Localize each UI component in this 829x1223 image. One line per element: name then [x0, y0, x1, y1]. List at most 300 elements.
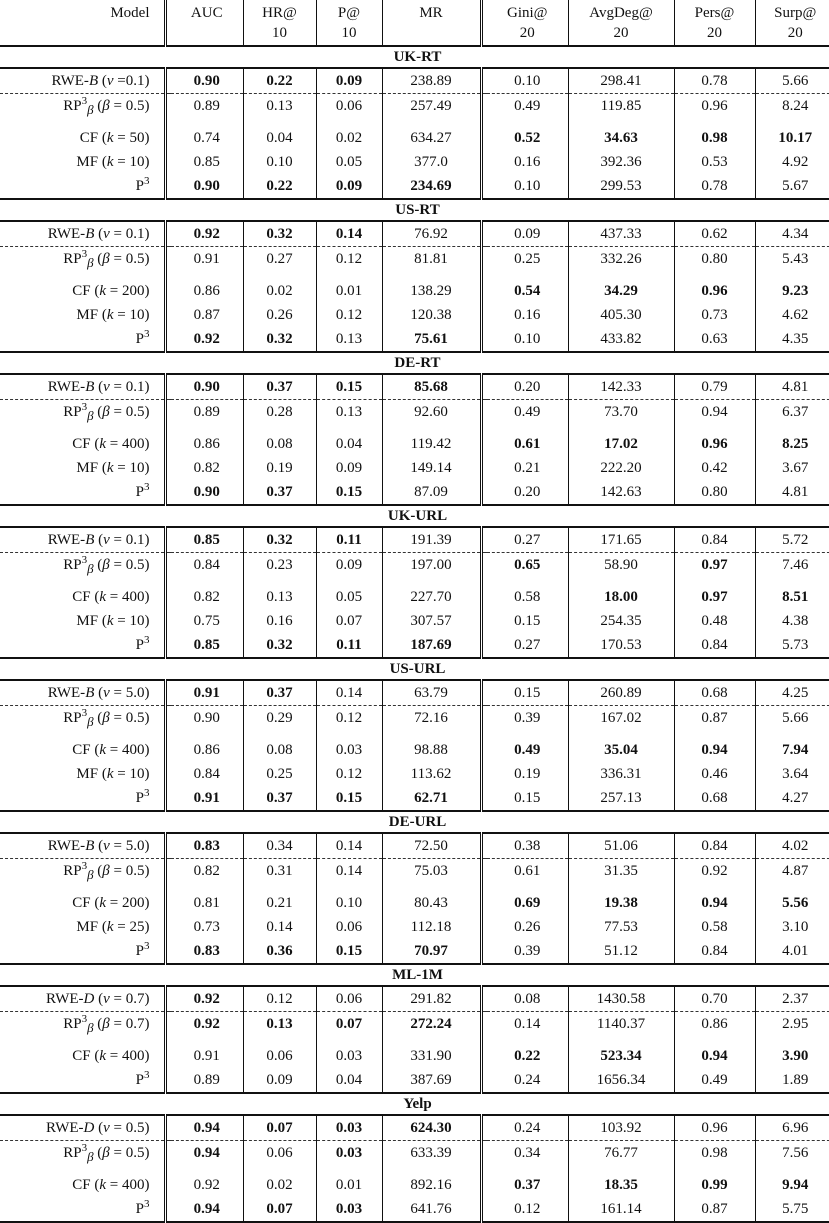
cell-mr: 92.60 [382, 400, 481, 433]
cell-surp20: 4.81 [755, 374, 829, 400]
model-name: MF (k = 25) [76, 919, 150, 935]
cell-surp20: 10.17 [755, 126, 829, 150]
model-name: $RP^3_\beta$ (β = 0.5) [63, 554, 150, 576]
cell-hr10: 0.12 [243, 986, 316, 1012]
cell-hr10: 0.37 [243, 480, 316, 505]
cell-p10: 0.09 [316, 456, 382, 480]
cell-pers20: 0.87 [674, 706, 755, 739]
cell-mr: 72.50 [382, 833, 481, 859]
cell-p10: 0.10 [316, 891, 382, 915]
cell-avgdeg20: 167.02 [568, 706, 674, 739]
cell-mr: 87.09 [382, 480, 481, 505]
cell-hr10: 0.21 [243, 891, 316, 915]
cell-avgdeg20: 34.29 [568, 279, 674, 303]
cell-avgdeg20: 77.53 [568, 915, 674, 939]
table-row [0, 633, 829, 658]
header-gini [487, 0, 568, 46]
cell-avgdeg20: 1656.34 [568, 1068, 674, 1093]
cell-avgdeg20: 58.90 [568, 553, 674, 586]
cell-auc: 0.90 [171, 374, 243, 400]
cell-auc: 0.90 [171, 68, 243, 94]
cell-pers20: 0.94 [674, 1044, 755, 1068]
cell-hr10: 0.13 [243, 1012, 316, 1045]
cell-gini20: 0.61 [514, 436, 541, 452]
cell-hr10: 0.32 [243, 327, 316, 352]
cell-mr: 191.39 [382, 527, 481, 553]
section-title: Yelp [0, 1093, 829, 1115]
table-row [0, 374, 829, 400]
cell-gini20: 0.49 [514, 404, 541, 420]
cell-hr10: 0.34 [243, 833, 316, 859]
cell-hr10: 0.25 [243, 762, 316, 786]
cell-surp20: 1.89 [755, 1068, 829, 1093]
cell-mr: 377.0 [382, 150, 481, 174]
cell-p10: 0.01 [316, 279, 382, 303]
table-body [0, 46, 829, 1222]
cell-hr10: 0.29 [243, 706, 316, 739]
cell-p10: 0.09 [316, 553, 382, 586]
cell-gini20: 0.49 [514, 742, 541, 758]
cell-mr: 63.79 [382, 680, 481, 706]
cell-p10: 0.15 [316, 786, 382, 811]
cell-mr: 81.81 [382, 247, 481, 280]
cell-auc: 0.91 [193, 790, 220, 806]
cell-hr10: 0.37 [243, 786, 316, 811]
cell-hr10: 0.07 [243, 1115, 316, 1141]
cell-avgdeg20: 405.30 [568, 303, 674, 327]
cell-pers20: 0.84 [674, 939, 755, 964]
cell-mr: 62.71 [382, 786, 481, 811]
cell-surp20: 6.96 [755, 1115, 829, 1141]
cell-pers20: 0.62 [674, 221, 755, 247]
model-name: $P^3$ [135, 481, 150, 500]
cell-surp20: 4.01 [755, 939, 829, 964]
section-title: DE-URL [0, 811, 829, 833]
cell-surp20: 7.56 [755, 1141, 829, 1174]
cell-hr10: 0.22 [243, 174, 316, 199]
table-row [0, 94, 829, 127]
cell-avgdeg20: 18.35 [568, 1173, 674, 1197]
cell-surp20: 4.35 [755, 327, 829, 352]
cell-gini20: 0.15 [487, 680, 568, 706]
cell-surp20: 2.37 [755, 986, 829, 1012]
cell-hr10: 0.13 [243, 585, 316, 609]
cell-hr10: 0.19 [243, 456, 316, 480]
header-pers-line2: 20 [707, 25, 722, 41]
cell-auc: 0.90 [193, 178, 220, 194]
section-header-row [0, 505, 829, 527]
cell-pers20: 0.97 [674, 553, 755, 586]
cell-avgdeg20: 103.92 [568, 1115, 674, 1141]
cell-hr10: 0.08 [243, 432, 316, 456]
cell-surp20: 5.66 [755, 68, 829, 94]
cell-avgdeg20: 254.35 [568, 609, 674, 633]
table-row [0, 680, 829, 706]
cell-surp20: 4.38 [755, 609, 829, 633]
header-surp [755, 0, 829, 46]
cell-mr: 187.69 [382, 633, 481, 658]
header-surp-line2: 20 [787, 25, 803, 41]
cell-auc: 0.92 [193, 1016, 220, 1032]
cell-pers20: 0.84 [674, 633, 755, 658]
cell-surp20: 4.81 [755, 480, 829, 505]
cell-hr10: 0.04 [243, 126, 316, 150]
cell-p10: 0.12 [316, 247, 382, 280]
cell-auc: 0.85 [171, 527, 243, 553]
header-gini-line2: 20 [519, 25, 535, 41]
cell-auc: 0.73 [193, 919, 220, 935]
table-row [0, 327, 829, 352]
cell-mr: 227.70 [382, 585, 481, 609]
cell-p10: 0.03 [316, 1044, 382, 1068]
cell-auc: 0.84 [193, 766, 220, 782]
cell-pers20: 0.49 [674, 1068, 755, 1093]
cell-avgdeg20: 119.85 [568, 94, 674, 127]
model-name: CF (k = 50) [79, 130, 150, 146]
cell-p10: 0.13 [316, 400, 382, 433]
cell-avgdeg20: 1430.58 [568, 986, 674, 1012]
cell-p10: 0.07 [316, 1012, 382, 1045]
cell-gini20: 0.15 [514, 613, 541, 629]
cell-auc: 0.86 [193, 742, 220, 758]
cell-mr: 307.57 [382, 609, 481, 633]
cell-p10: 0.03 [316, 738, 382, 762]
cell-avgdeg20: 161.14 [568, 1197, 674, 1222]
model-name: RWE-B (ν = 0.1) [0, 221, 165, 247]
model-name: $RP^3_\beta$ (β = 0.5) [63, 860, 150, 882]
table-row [0, 221, 829, 247]
section-header-row [0, 1093, 829, 1115]
cell-hr10: 0.02 [243, 279, 316, 303]
cell-auc: 0.86 [193, 436, 220, 452]
cell-pers20: 0.79 [674, 374, 755, 400]
cell-auc: 0.82 [193, 863, 220, 879]
cell-hr10: 0.07 [243, 1197, 316, 1222]
cell-surp20: 4.25 [755, 680, 829, 706]
cell-hr10: 0.16 [243, 609, 316, 633]
cell-pers20: 0.94 [674, 400, 755, 433]
cell-p10: 0.02 [316, 126, 382, 150]
section-header-row [0, 658, 829, 680]
cell-mr: 272.24 [382, 1012, 481, 1045]
table-row [0, 986, 829, 1012]
cell-p10: 0.12 [316, 762, 382, 786]
model-name: RWE-B (ν = 5.0) [0, 833, 165, 859]
section-header-row [0, 964, 829, 986]
cell-auc: 0.94 [171, 1115, 243, 1141]
model-name: $P^3$ [135, 1069, 150, 1088]
cell-pers20: 0.68 [674, 680, 755, 706]
cell-auc: 0.89 [193, 98, 220, 114]
section-title: DE-RT [0, 352, 829, 374]
cell-gini20: 0.58 [514, 589, 541, 605]
cell-mr: 75.03 [382, 859, 481, 892]
cell-avgdeg20: 19.38 [568, 891, 674, 915]
cell-hr10: 0.32 [243, 527, 316, 553]
cell-surp20: 5.67 [755, 174, 829, 199]
cell-hr10: 0.06 [243, 1141, 316, 1174]
cell-hr10: 0.08 [243, 738, 316, 762]
header-gini-line1: Gini@ [507, 5, 548, 21]
cell-avgdeg20: 222.20 [568, 456, 674, 480]
model-name: CF (k = 400) [72, 589, 150, 605]
cell-auc: 0.86 [193, 283, 220, 299]
cell-surp20: 7.94 [755, 738, 829, 762]
model-name: CF (k = 400) [72, 1177, 150, 1193]
header-surp-line1: Surp@ [774, 5, 817, 21]
cell-mr: 76.92 [382, 221, 481, 247]
header-hr-line2: 10 [272, 25, 287, 41]
table-row [0, 527, 829, 553]
cell-gini20: 0.14 [514, 1016, 541, 1032]
cell-pers20: 0.96 [674, 1115, 755, 1141]
cell-pers20: 0.42 [674, 456, 755, 480]
cell-avgdeg20: 171.65 [568, 527, 674, 553]
cell-avgdeg20: 18.00 [568, 585, 674, 609]
cell-mr: 75.61 [382, 327, 481, 352]
cell-gini20: 0.26 [514, 919, 541, 935]
cell-hr10: 0.37 [243, 374, 316, 400]
model-name: RWE-B (ν =0.1) [0, 68, 165, 94]
cell-auc: 0.85 [193, 637, 220, 653]
cell-p10: 0.14 [316, 680, 382, 706]
model-name: MF (k = 10) [76, 154, 150, 170]
cell-p10: 0.07 [316, 609, 382, 633]
cell-gini20: 0.22 [514, 1048, 541, 1064]
cell-surp20: 4.02 [755, 833, 829, 859]
cell-pers20: 0.46 [674, 762, 755, 786]
model-name: $RP^3_\beta$ (β = 0.5) [63, 95, 150, 117]
model-name: $P^3$ [135, 634, 150, 653]
model-name: CF (k = 400) [72, 436, 150, 452]
cell-surp20: 9.94 [755, 1173, 829, 1197]
cell-mr: 120.38 [382, 303, 481, 327]
table-row [0, 786, 829, 811]
table-row [0, 1197, 829, 1222]
cell-p10: 0.12 [316, 303, 382, 327]
cell-mr: 641.76 [382, 1197, 481, 1222]
cell-gini20: 0.15 [514, 790, 541, 806]
cell-mr: 257.49 [382, 94, 481, 127]
cell-surp20: 5.72 [755, 527, 829, 553]
cell-mr: 85.68 [382, 374, 481, 400]
cell-p10: 0.03 [316, 1197, 382, 1222]
cell-auc: 0.82 [193, 460, 220, 476]
cell-p10: 0.11 [316, 633, 382, 658]
model-name: RWE-B (ν = 0.1) [0, 527, 165, 553]
cell-gini20: 0.19 [514, 766, 541, 782]
cell-auc: 0.82 [193, 589, 220, 605]
cell-p10: 0.01 [316, 1173, 382, 1197]
table-row [0, 915, 829, 939]
header-model: Model [0, 0, 165, 46]
cell-mr: 72.16 [382, 706, 481, 739]
model-name: CF (k = 200) [72, 895, 150, 911]
table-row [0, 891, 829, 915]
cell-avgdeg20: 51.06 [568, 833, 674, 859]
cell-gini20: 0.34 [514, 1145, 541, 1161]
cell-pers20: 0.86 [674, 1012, 755, 1045]
cell-gini20: 0.37 [514, 1177, 541, 1193]
cell-gini20: 0.52 [514, 130, 541, 146]
cell-auc: 0.89 [193, 1072, 220, 1088]
header-auc: AUC [171, 0, 243, 46]
cell-avgdeg20: 73.70 [568, 400, 674, 433]
cell-pers20: 0.87 [674, 1197, 755, 1222]
cell-pers20: 0.94 [674, 891, 755, 915]
table-row [0, 279, 829, 303]
cell-avgdeg20: 170.53 [568, 633, 674, 658]
cell-p10: 0.14 [316, 833, 382, 859]
cell-surp20: 9.23 [755, 279, 829, 303]
cell-p10: 0.12 [316, 706, 382, 739]
cell-avgdeg20: 34.63 [568, 126, 674, 150]
cell-p10: 0.04 [316, 1068, 382, 1093]
cell-p10: 0.03 [316, 1141, 382, 1174]
cell-p10: 0.09 [316, 174, 382, 199]
cell-surp20: 2.95 [755, 1012, 829, 1045]
cell-avgdeg20: 257.13 [568, 786, 674, 811]
cell-mr: 387.69 [382, 1068, 481, 1093]
cell-hr10: 0.23 [243, 553, 316, 586]
table-row [0, 939, 829, 964]
header-p-line1: P@ [337, 5, 361, 21]
table-row [0, 609, 829, 633]
cell-gini20: 0.49 [514, 98, 541, 114]
cell-gini20: 0.24 [514, 1072, 541, 1088]
cell-avgdeg20: 142.63 [568, 480, 674, 505]
table-row [0, 706, 829, 739]
cell-surp20: 7.46 [755, 553, 829, 586]
cell-surp20: 4.34 [755, 221, 829, 247]
table-row [0, 247, 829, 280]
cell-mr: 112.18 [382, 915, 481, 939]
table-row [0, 1068, 829, 1093]
cell-avgdeg20: 17.02 [568, 432, 674, 456]
cell-p10: 0.14 [316, 221, 382, 247]
cell-pers20: 0.78 [674, 174, 755, 199]
cell-mr: 892.16 [382, 1173, 481, 1197]
table-row [0, 303, 829, 327]
cell-mr: 80.43 [382, 891, 481, 915]
section-title: UK-RT [0, 46, 829, 68]
cell-gini20: 0.27 [514, 637, 541, 653]
table-row [0, 1173, 829, 1197]
cell-avgdeg20: 76.77 [568, 1141, 674, 1174]
cell-auc: 0.83 [171, 833, 243, 859]
cell-surp20: 5.66 [755, 706, 829, 739]
cell-mr: 197.00 [382, 553, 481, 586]
table-row [0, 859, 829, 892]
cell-mr: 70.97 [382, 939, 481, 964]
cell-hr10: 0.13 [243, 94, 316, 127]
cell-auc: 0.84 [193, 557, 220, 573]
model-name: $P^3$ [135, 787, 150, 806]
cell-surp20: 5.75 [755, 1197, 829, 1222]
cell-auc: 0.83 [193, 943, 220, 959]
table-row [0, 480, 829, 505]
header-avgdeg [568, 0, 674, 46]
cell-p10: 0.09 [316, 68, 382, 94]
cell-gini20: 0.20 [514, 484, 541, 500]
cell-surp20: 3.10 [755, 915, 829, 939]
cell-p10: 0.04 [316, 432, 382, 456]
cell-surp20: 8.25 [755, 432, 829, 456]
cell-auc: 0.92 [193, 331, 220, 347]
cell-pers20: 0.96 [674, 94, 755, 127]
cell-pers20: 0.53 [674, 150, 755, 174]
cell-gini20: 0.24 [487, 1115, 568, 1141]
cell-mr: 138.29 [382, 279, 481, 303]
table-row [0, 1044, 829, 1068]
cell-auc: 0.85 [193, 154, 220, 170]
cell-avgdeg20: 392.36 [568, 150, 674, 174]
cell-avgdeg20: 35.04 [568, 738, 674, 762]
cell-gini20: 0.38 [487, 833, 568, 859]
cell-surp20: 4.27 [755, 786, 829, 811]
section-title: ML-1M [0, 964, 829, 986]
cell-mr: 113.62 [382, 762, 481, 786]
model-name: $RP^3_\beta$ (β = 0.7) [63, 1013, 150, 1035]
cell-hr10: 0.14 [243, 915, 316, 939]
header-hr-line1: HR@ [262, 5, 297, 21]
model-name: CF (k = 400) [72, 1048, 150, 1064]
header-p [316, 0, 382, 46]
cell-auc: 0.75 [193, 613, 220, 629]
cell-gini20: 0.12 [487, 1197, 568, 1222]
cell-auc: 0.90 [193, 484, 220, 500]
table-row [0, 738, 829, 762]
cell-p10: 0.13 [316, 327, 382, 352]
model-name: RWE-B (ν = 5.0) [0, 680, 165, 706]
table-row [0, 762, 829, 786]
cell-surp20: 6.37 [755, 400, 829, 433]
cell-hr10: 0.28 [243, 400, 316, 433]
cell-p10: 0.14 [316, 859, 382, 892]
cell-gini20: 0.39 [514, 943, 541, 959]
cell-p10: 0.05 [316, 585, 382, 609]
cell-auc: 0.94 [193, 1145, 220, 1161]
cell-pers20: 0.68 [674, 786, 755, 811]
model-name: $P^3$ [0, 1197, 165, 1222]
cell-pers20: 0.84 [674, 527, 755, 553]
table-row [0, 150, 829, 174]
cell-surp20: 3.67 [755, 456, 829, 480]
cell-surp20: 5.43 [755, 247, 829, 280]
model-name: $P^3$ [135, 940, 150, 959]
table-row [0, 400, 829, 433]
cell-hr10: 0.32 [243, 633, 316, 658]
cell-hr10: 0.22 [243, 68, 316, 94]
cell-gini20: 0.65 [514, 557, 541, 573]
cell-gini20: 0.20 [487, 374, 568, 400]
cell-mr: 149.14 [382, 456, 481, 480]
cell-p10: 0.05 [316, 150, 382, 174]
cell-hr10: 0.06 [243, 1044, 316, 1068]
cell-gini20: 0.39 [514, 710, 541, 726]
cell-gini20: 0.10 [487, 68, 568, 94]
cell-pers20: 0.63 [674, 327, 755, 352]
cell-pers20: 0.80 [674, 480, 755, 505]
section-title: US-RT [0, 199, 829, 221]
cell-surp20: 3.64 [755, 762, 829, 786]
model-name: MF (k = 10) [76, 613, 150, 629]
cell-gini20: 0.16 [514, 154, 541, 170]
model-name: $RP^3_\beta$ (β = 0.5) [63, 707, 150, 729]
model-name: MF (k = 10) [76, 460, 150, 476]
cell-gini20: 0.10 [514, 331, 541, 347]
cell-p10: 0.06 [316, 915, 382, 939]
